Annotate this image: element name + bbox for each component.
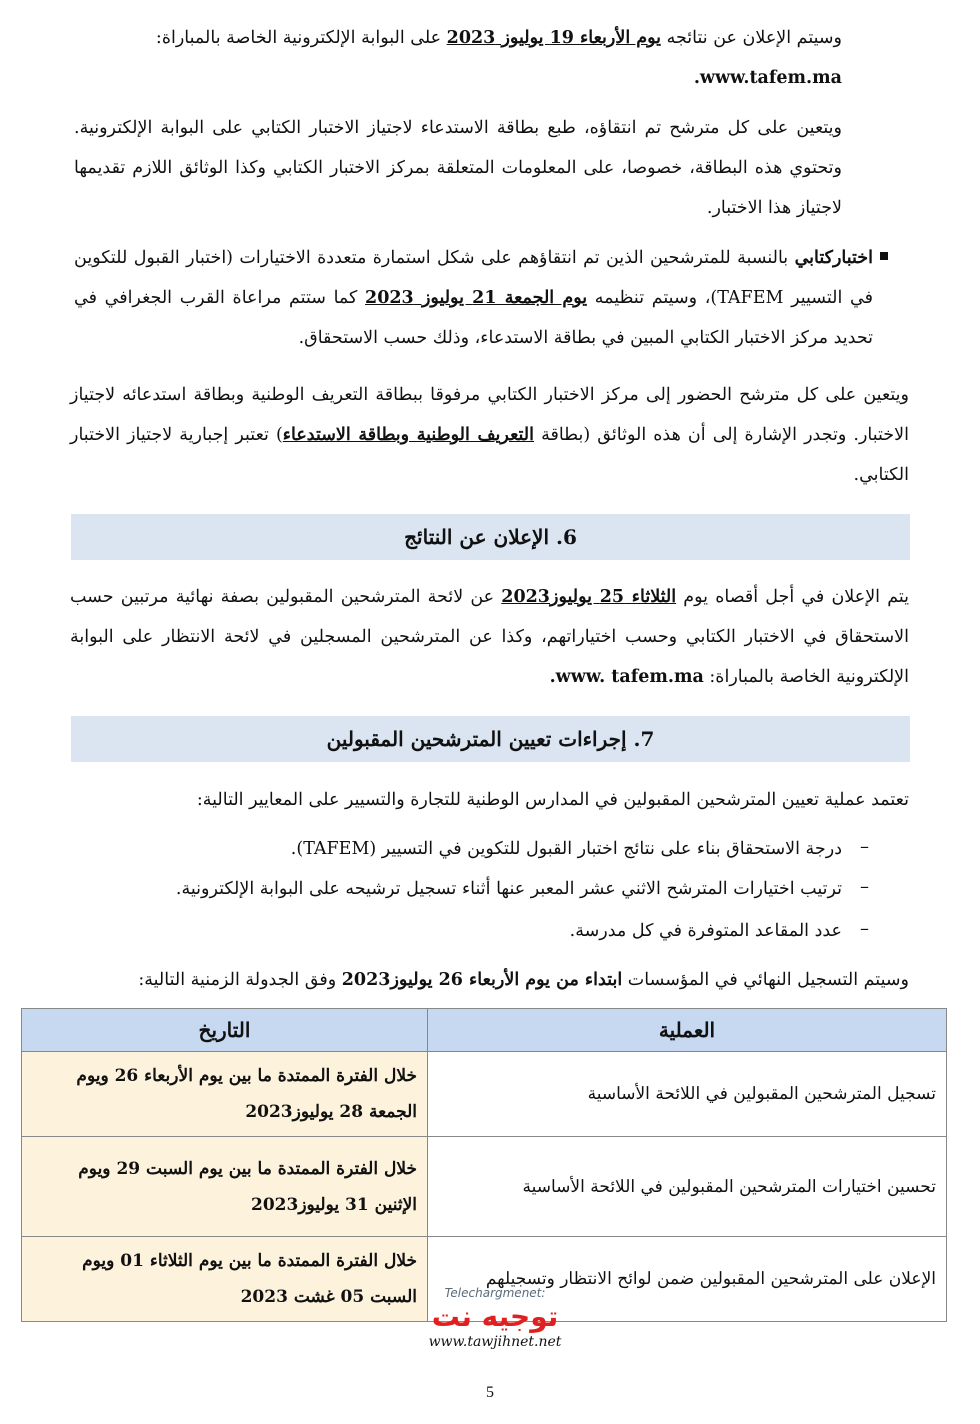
section-title: 6. الإعلان عن النتائج xyxy=(404,525,577,549)
criteria-item xyxy=(142,916,842,946)
written-test-paragraph xyxy=(74,238,873,358)
section-title: 7. إجراءات تعيين المترشحين المقبولين xyxy=(326,727,655,751)
date-column-header: التاريخ xyxy=(22,1009,428,1052)
date-cell: خلال الفترة الممتدة ما بين يوم الأربعاء 26 ويوم الجمعة 28 يوليوز2023 xyxy=(22,1052,428,1137)
page-number: 5 xyxy=(486,1384,494,1401)
text: يتم الإعلان في أجل أقصاه يوم xyxy=(676,587,909,607)
date-highlight: يوم الأربعاء 19 يوليوز 2023 xyxy=(446,28,662,48)
documents-required-paragraph xyxy=(70,375,909,495)
watermark-url: www.tawjihnet.net xyxy=(428,1334,562,1350)
final-results-paragraph xyxy=(70,577,909,697)
criteria-intro-paragraph xyxy=(70,780,909,820)
section-heading-results xyxy=(71,514,910,560)
criteria-item xyxy=(142,834,842,864)
registration-intro-paragraph xyxy=(70,960,909,1000)
dash-bullet-icon: – xyxy=(860,918,869,939)
text: بالنسبة للمترشحين الذين تم انتقاؤهم على شكل استمارة متعددة الاختيارات (اختبار القبول للتكوين في التسيير TAFEM)، وسيتم تنظيمه xyxy=(74,248,873,308)
section-heading-assignment xyxy=(71,716,910,762)
text: ويتعين على كل مترشح تم انتقاؤه، طبع بطاقة الاستدعاء لاجتياز الاختبار الكتابي على البوابة الإلكترونية. وتحتوي هذه البطاقة، خصوصا، على المعلومات المتعلقة بمركز الاختبار الكتابي وكذا الوثائق اللازم تقديمها لاجتياز هذا الاختبار. xyxy=(74,118,842,218)
tawjihnet-logo: توجيه نت xyxy=(431,1300,559,1333)
website-url: www. tafem.ma. xyxy=(549,667,704,687)
text: تعتمد عملية تعيين المترشحين المقبولين في المدارس الوطنية للتجارة والتسيير على المعايير التالية: xyxy=(196,790,909,810)
criteria-item xyxy=(122,874,842,904)
text: كما ستتم مراعاة القرب الجغرافي في تحديد مركز الاختبار الكتابي المبين في بطاقة الاستدعاء، وذلك حسب الاستحقاق. xyxy=(74,288,873,348)
tawjihnet-watermark xyxy=(420,1286,570,1350)
table-row xyxy=(22,1137,947,1237)
date-cell: خلال الفترة الممتدة ما بين يوم الثلاثاء 01 ويوم السبت 05 غشت 2023 xyxy=(22,1237,428,1322)
table-header-row xyxy=(22,1009,947,1052)
square-bullet-icon xyxy=(880,252,888,260)
text: ) تعتبر إجبارية لاجتياز الاختبار الكتابي. xyxy=(70,425,909,485)
date-highlight: يوم الجمعة 21 يوليوز 2023 xyxy=(365,288,588,308)
text: ويتعين على كل مترشح الحضور إلى مركز الاختبار الكتابي مرفوقا ببطاقة التعريف الوطنية وبطاقة استدعائه لاجتياز الاختبار. وتجدر الإشارة إلى أن هذه الوثائق (بطاقة xyxy=(70,385,909,445)
text: عن لائحة المترشحين المقبولين بصفة نهائية مرتبين حسب الاستحقاق في الاختبار الكتابي وحسب اختياراتهم، وكذا عن المترشحين المسجلين في لائحة الانتظار على البوابة الإلكترونية الخاصة بالمباراة: xyxy=(70,587,909,687)
convocation-paragraph xyxy=(74,108,842,228)
operation-cell: تحسين اختيارات المترشحين المقبولين في اللائحة الأساسية xyxy=(428,1137,947,1237)
operation-column-header: العملية xyxy=(428,1009,947,1052)
text: درجة الاستحقاق بناء على نتائج اختبار القبول للتكوين في التسيير (TAFEM). xyxy=(290,839,842,859)
text: عدد المقاعد المتوفرة في كل مدرسة. xyxy=(569,921,842,941)
date-highlight: ابتداء من يوم الأربعاء 26 يوليوز2023 xyxy=(341,970,623,990)
website-url: www.tafem.ma. xyxy=(693,68,842,88)
date-cell: خلال الفترة الممتدة ما بين يوم السبت 29 ويوم الإثنين 31 يوليوز2023 xyxy=(22,1137,428,1237)
text: وفق الجدولة الزمنية التالية: xyxy=(138,970,342,990)
text: وسيتم الإعلان عن نتائجه xyxy=(661,28,842,48)
dash-bullet-icon: – xyxy=(860,876,869,897)
watermark-caption: Telechargmenet: xyxy=(444,1286,546,1300)
table-row xyxy=(22,1052,947,1137)
documents-highlight: التعريف الوطنية وبطاقة الاستدعاء xyxy=(282,425,534,445)
registration-schedule-table xyxy=(21,1008,947,1322)
operation-cell: الإعلان على المترشحين المقبولين ضمن لوائح الانتظار وتسجيلهم xyxy=(428,1237,947,1322)
text: وسيتم التسجيل النهائي في المؤسسات xyxy=(622,970,909,990)
dash-bullet-icon: – xyxy=(860,836,869,857)
results-announcement-paragraph xyxy=(62,18,842,98)
operation-cell: تسجيل المترشحين المقبولين في اللائحة الأساسية xyxy=(428,1052,947,1137)
text: على البوابة الإلكترونية الخاصة بالمباراة: xyxy=(155,28,447,48)
date-highlight: الثلاثاء 25 يوليوز2023 xyxy=(501,587,677,607)
written-test-label: اختباركتابي xyxy=(794,248,873,268)
text: ترتيب اختيارات المترشح الاثني عشر المعبر عنها أثناء تسجيل ترشيحه على البوابة الإلكترونية. xyxy=(175,879,842,899)
